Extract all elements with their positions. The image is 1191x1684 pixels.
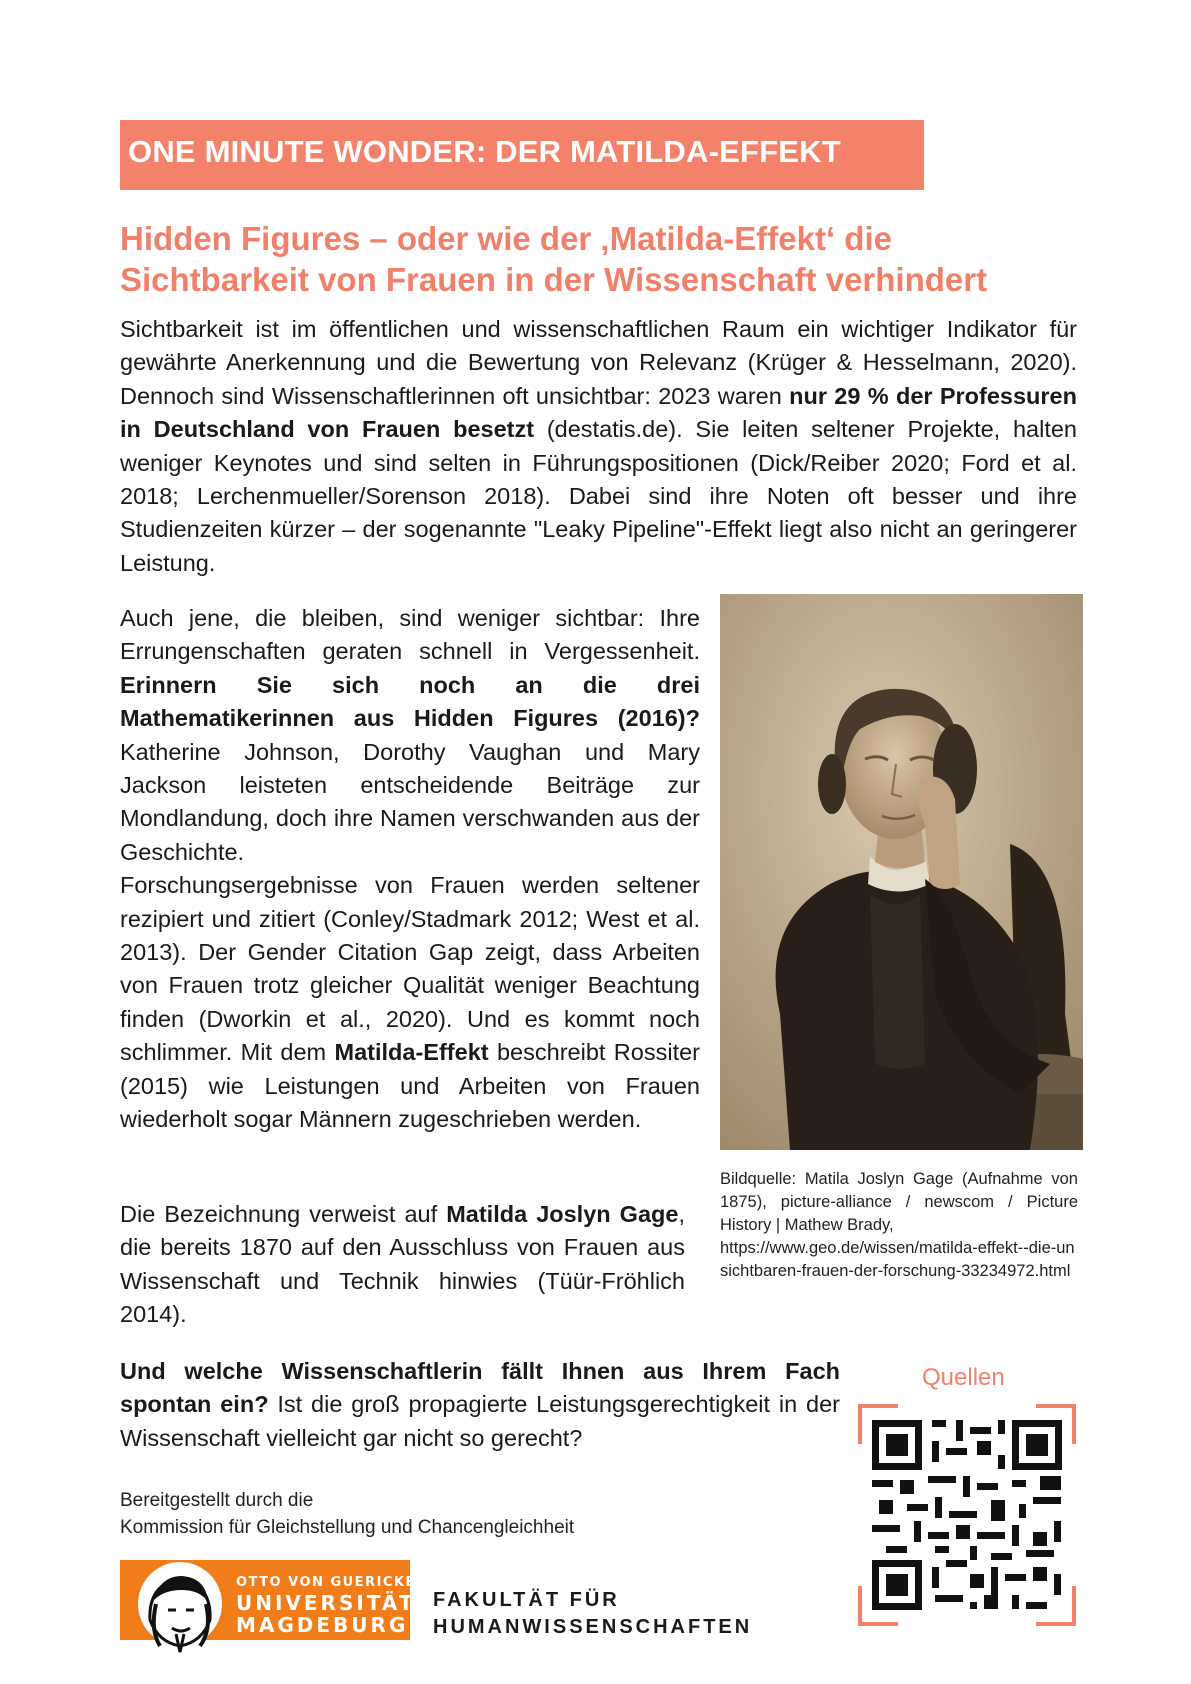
- provided-by-line-1: Bereitgestellt durch die: [120, 1490, 314, 1511]
- question-text: Ist die groß propagierte Leistungsgerechtigkeit in der Wissenschaft vielleicht gar nicht so gerecht?: [120, 1391, 840, 1451]
- naming-text-a: Die Bezeichnung verweist auf: [120, 1201, 447, 1227]
- qr-code-icon: [858, 1404, 1076, 1626]
- logo-text-line-2: UNIVERSITÄT: [236, 1591, 410, 1615]
- portrait-illustration: [720, 594, 1083, 1150]
- sources-label: Quellen: [922, 1364, 1005, 1391]
- caption-url: https://www.geo.de/wissen/matilda-effekt--die-unsichtbaren-frauen-der-forschung-33234972.html: [720, 1239, 1075, 1280]
- intro-paragraph: [120, 313, 1077, 580]
- intro-text-a: Sichtbarkeit ist im öffentlichen und wissenschaftlichen Raum ein wichtiger Indikator für gewährte Anerkennung und die Bewertung von Relevanz (Krüger & Hesselmann, 2020). Dennoch sind Wissenschaftlerinnen oft unsichtbar: 2023 waren: [120, 316, 1077, 409]
- sources-qr-code[interactable]: [858, 1404, 1076, 1626]
- caption-text: Bildquelle: Matila Joslyn Gage (Aufnahme von 1875), picture-alliance / newscom / Picture History | Mathew Brady,: [720, 1170, 1078, 1234]
- body-column: [120, 602, 700, 1137]
- guericke-logo-icon: [120, 1560, 410, 1654]
- faculty-name: [433, 1587, 752, 1641]
- question-bold: Und welche Wissenschaftlerin fällt Ihnen aus Ihrem Fach spontan ein?: [120, 1358, 840, 1418]
- title-banner: [120, 120, 924, 190]
- headline-line-1: Hidden Figures – oder wie der ‚Matilda-Effekt‘ die: [120, 220, 892, 257]
- photo-caption: [720, 1168, 1078, 1283]
- intro-bold: nur 29 % der Professuren in Deutschland von Frauen besetzt: [120, 382, 1077, 443]
- provided-by-line-2: Kommission für Gleichstellung und Chancengleichheit: [120, 1517, 575, 1538]
- faculty-line-1: FAKULTÄT FÜR: [433, 1589, 620, 1611]
- body-text-c: Forschungsergebnisse von Frauen werden seltener rezipiert und zitiert (Conley/Stadmark 2012; West et al. 2013). Der Gender Citation Gap zeigt, dass Arbeiten von Frauen trotz gleicher Qualität weniger Beachtung finden (Dworkin et al., 2020). Und es kommt noch schlimmer. Mit dem: [120, 872, 700, 1066]
- body-text-b: Katherine Johnson, Dorothy Vaughan und Mary Jackson leisteten entscheidende Beiträge zur Mondlandung, doch ihre Namen verschwanden aus der Geschichte.: [120, 738, 700, 865]
- portrait-photo: [720, 594, 1083, 1150]
- headline-line-2: Sichtbarkeit von Frauen in der Wissenschaft verhindert: [120, 261, 988, 298]
- university-logo: [120, 1560, 410, 1654]
- banner-title: ONE MINUTE WONDER: DER MATILDA-EFFEKT: [128, 134, 841, 169]
- body-text-a: Auch jene, die bleiben, sind weniger sichtbar: Ihre Errungenschaften geraten schnell in Vergessenheit.: [120, 605, 700, 665]
- naming-bold: Matilda Joslyn Gage: [446, 1201, 679, 1227]
- body-paragraph-1: [120, 602, 700, 869]
- logo-text-line-3: MAGDEBURG: [236, 1613, 409, 1637]
- body-paragraph-2: [120, 869, 700, 1136]
- body-text-d: beschreibt Rossiter (2015) wie Leistungen und Arbeiten von Frauen wiederholt sogar Männern zugeschrieben werden.: [120, 1039, 700, 1133]
- body-bold-b: Matilda-Effekt: [334, 1039, 489, 1066]
- logo-text-line-1: OTTO VON GUERICKE: [236, 1575, 410, 1590]
- question-paragraph: [120, 1355, 840, 1455]
- provided-by: [120, 1487, 574, 1541]
- body-bold-a: Erinnern Sie sich noch an die drei Mathematikerinnen aus Hidden Figures (2016)?: [120, 671, 700, 732]
- intro-text-b: (destatis.de). Sie leiten seltener Projekte, halten weniger Keynotes und sind selten in Führungspositionen (Dick/Reiber 2020; Ford et al. 2018; Lerchenmueller/Sorenson 2018). Dabei sind ihre Noten oft besser und ihre Studienzeiten kürzer – der sogenannte "Leaky Pipeline"-Effekt liegt also nicht an geringerer Leistung.: [120, 416, 1077, 576]
- naming-paragraph: [120, 1198, 685, 1332]
- faculty-line-2: HUMANWISSENSCHAFTEN: [433, 1616, 753, 1638]
- naming-text-b: , die bereits 1870 auf den Ausschluss von Frauen aus Wissenschaft und Technik hinwies (Tüür-Fröhlich 2014).: [120, 1201, 685, 1328]
- headline: [120, 218, 1080, 300]
